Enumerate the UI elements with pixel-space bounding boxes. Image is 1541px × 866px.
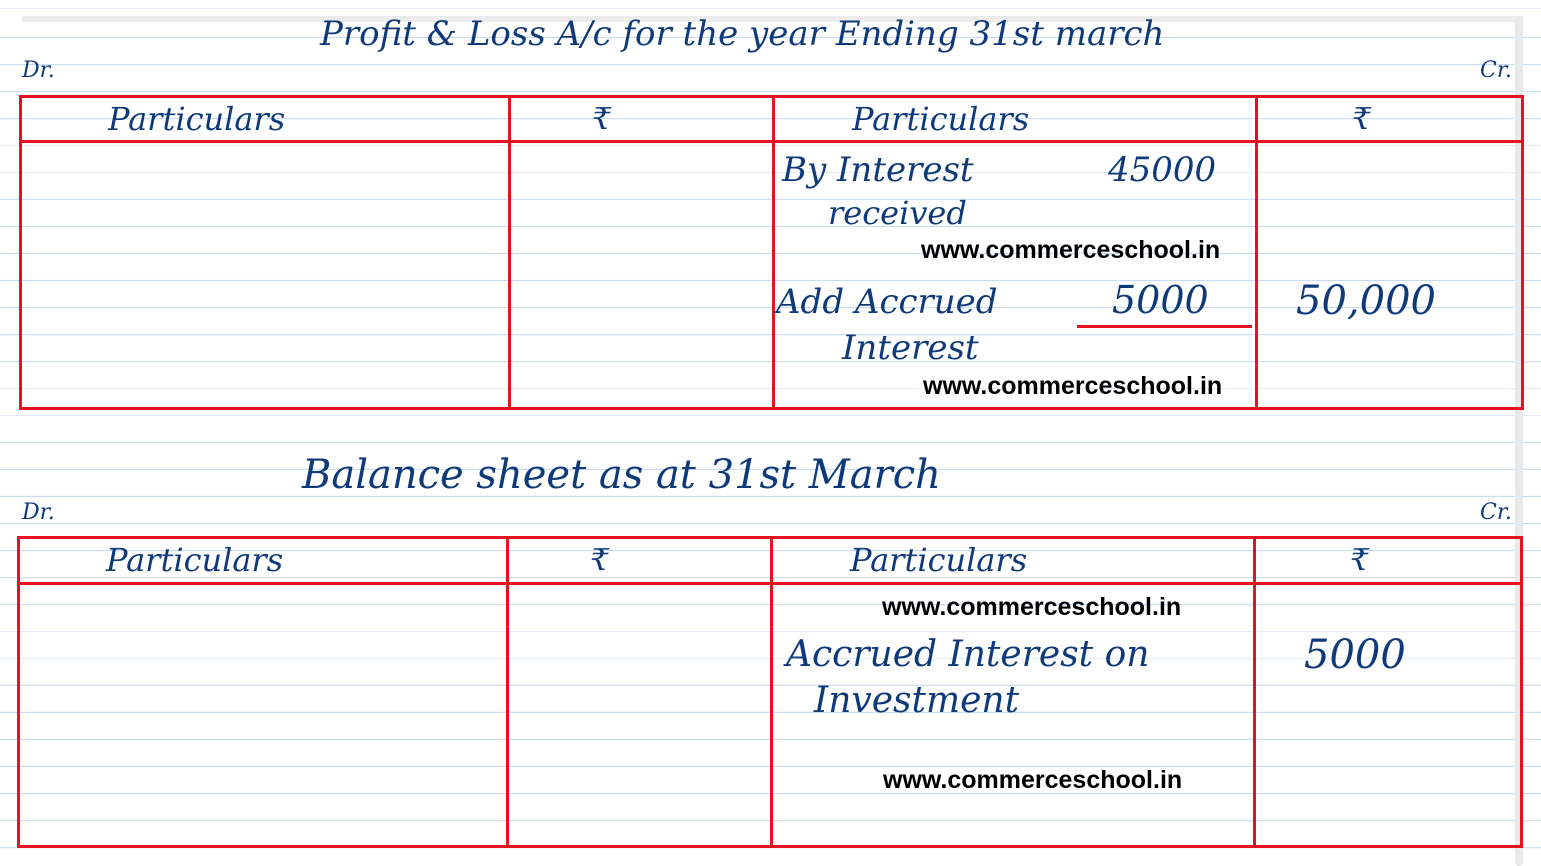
pl-dr-label: Dr. [22, 58, 55, 83]
bs-header-left-amount: ₹ [590, 543, 610, 578]
bs-watermark-1: www.commerceschool.in [882, 593, 1182, 621]
pl-col-divider-1 [508, 98, 511, 407]
pl-watermark-2: www.commerceschool.in [923, 372, 1223, 400]
bs-accrued-line2: Investment [814, 680, 1020, 721]
bs-header-right-amount: ₹ [1350, 543, 1370, 578]
pl-title: Profit & Loss A/c for the year Ending 31st march [320, 14, 1165, 54]
bs-accrued-amount: 5000 [1304, 632, 1406, 678]
pl-add-accrued-line1: Add Accrued [776, 282, 998, 322]
pl-header-right-amount: ₹ [1352, 102, 1372, 137]
pl-add-accrued-amount: 5000 [1112, 278, 1209, 322]
bs-accrued-line1: Accrued Interest on [786, 634, 1150, 675]
pl-header-right-particulars: Particulars [852, 100, 1030, 138]
pl-account-table [19, 95, 1524, 410]
pl-header-left-particulars: Particulars [108, 100, 286, 138]
pl-watermark-1: www.commerceschool.in [921, 236, 1221, 264]
bs-dr-label: Dr. [22, 500, 55, 525]
pl-col-divider-2 [772, 98, 775, 407]
pl-header-left-amount: ₹ [592, 102, 612, 137]
bs-header-rule [20, 582, 1520, 585]
pl-credit-total: 50,000 [1296, 278, 1436, 324]
bs-watermark-2: www.commerceschool.in [883, 766, 1183, 794]
balance-sheet-table [17, 536, 1523, 848]
pl-col-divider-3 [1255, 98, 1258, 407]
pl-add-accrued-line2: Interest [842, 328, 979, 368]
pl-interest-received-line1: By Interest [782, 150, 974, 190]
bs-header-left-particulars: Particulars [106, 541, 284, 579]
pl-interest-received-line2: received [828, 194, 967, 232]
pl-amount-underline [1077, 325, 1252, 328]
pl-interest-received-amount: 45000 [1108, 150, 1217, 190]
bs-cr-label: Cr. [1480, 500, 1512, 525]
bs-header-right-particulars: Particulars [850, 541, 1028, 579]
bs-title: Balance sheet as at 31st March [302, 452, 941, 498]
pl-header-rule [22, 140, 1521, 143]
pl-cr-label: Cr. [1480, 58, 1512, 83]
